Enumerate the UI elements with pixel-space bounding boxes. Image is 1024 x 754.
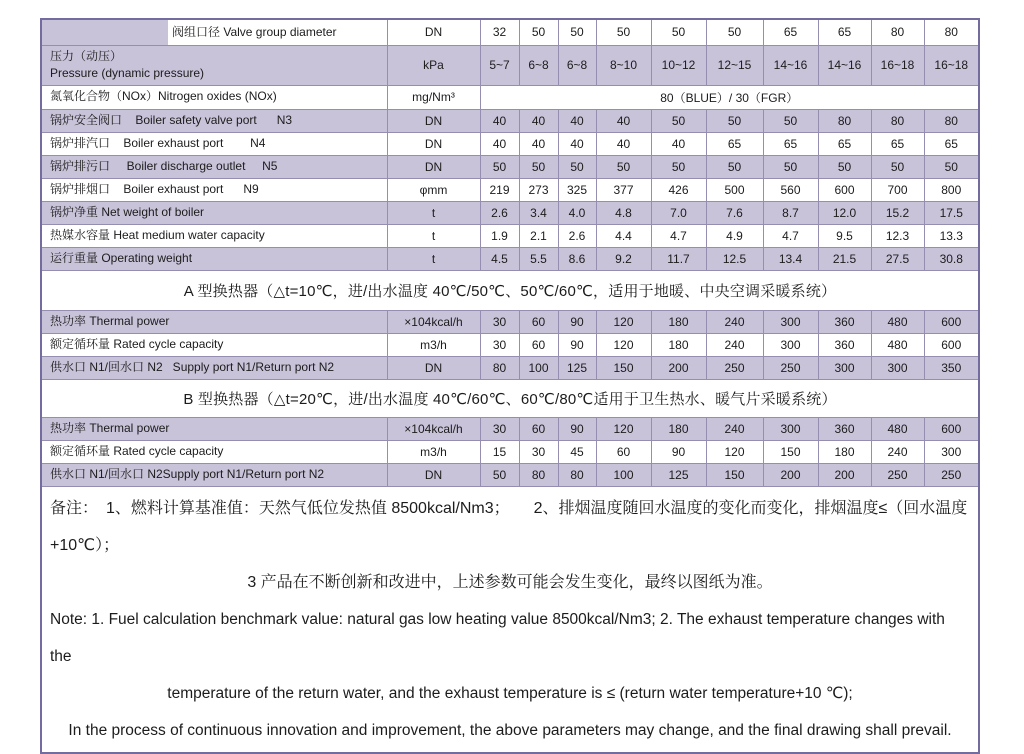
value-cell: 125: [558, 356, 596, 379]
row-label-cell: [41, 45, 387, 85]
value-cell: 600: [924, 417, 979, 440]
value-cell: 30: [480, 310, 519, 333]
value-cell: 30.8: [924, 247, 979, 270]
value-cell: 65: [763, 19, 818, 45]
table-row: [41, 85, 979, 109]
value-cell: 65: [706, 132, 763, 155]
value-cell: 60: [519, 310, 558, 333]
value-cell: 40: [596, 132, 651, 155]
note-line: 3 产品在不断创新和改进中，上述参数可能会发生变化，最终以图纸为准。: [247, 573, 773, 591]
value-cell: 273: [519, 178, 558, 201]
row-label-cell: 锅炉排烟口 Boiler exhaust port N9: [41, 178, 387, 201]
value-cell: 40: [558, 109, 596, 132]
value-cell: 50: [596, 19, 651, 45]
table-row: [41, 356, 979, 379]
value-cell: 40: [519, 109, 558, 132]
value-cell: 600: [924, 310, 979, 333]
row-label-cell: 锅炉安全阀口 Boiler safety valve port N3: [41, 109, 387, 132]
row-unit-cell: ×104kcal/h: [387, 417, 480, 440]
value-cell: 30: [519, 440, 558, 463]
value-cell: 80: [558, 463, 596, 486]
row-unit-cell: DN: [387, 19, 480, 45]
value-cell: 30: [480, 333, 519, 356]
value-cell: 250: [924, 463, 979, 486]
row-unit-cell: t: [387, 247, 480, 270]
value-cell: 200: [651, 356, 706, 379]
value-cell: 240: [706, 417, 763, 440]
value-cell: 17.5: [924, 201, 979, 224]
value-cell: 240: [706, 310, 763, 333]
value-cell: 50: [871, 155, 924, 178]
value-cell: 11.7: [651, 247, 706, 270]
value-cell: 150: [763, 440, 818, 463]
value-cell: 13.3: [924, 224, 979, 247]
value-cell: 80: [924, 109, 979, 132]
value-cell: 360: [818, 417, 871, 440]
value-cell: 15.2: [871, 201, 924, 224]
value-cell: 4.7: [651, 224, 706, 247]
value-cell: 27.5: [871, 247, 924, 270]
value-cell: 50: [706, 155, 763, 178]
value-cell: 325: [558, 178, 596, 201]
value-cell: 40: [558, 132, 596, 155]
value-cell: 32: [480, 19, 519, 45]
row-label-cell: 锅炉排污口 Boiler discharge outlet N5: [41, 155, 387, 178]
value-cell: 13.4: [763, 247, 818, 270]
value-cell: 180: [818, 440, 871, 463]
value-cell: 480: [871, 333, 924, 356]
value-cell: 60: [519, 333, 558, 356]
row-label-cell: 额定循环量 Rated cycle capacity: [41, 440, 387, 463]
value-cell: 50: [651, 109, 706, 132]
section-header: A 型换热器（△t=10℃，进/出水温度 40℃/50℃、50℃/60℃，适用于地暖、中央空调采暖系统）: [41, 270, 979, 310]
row-label-line: Pressure (dynamic pressure): [50, 66, 205, 80]
notes-block: [41, 486, 979, 753]
value-cell: 4.9: [706, 224, 763, 247]
value-cell: 90: [558, 333, 596, 356]
value-cell: 65: [871, 132, 924, 155]
value-cell: 40: [596, 109, 651, 132]
value-cell: 12.3: [871, 224, 924, 247]
table-row: [41, 224, 979, 247]
value-cell: 14~16: [818, 45, 871, 85]
value-cell: 100: [596, 463, 651, 486]
value-cell: 16~18: [924, 45, 979, 85]
table-row: [41, 463, 979, 486]
value-cell: 50: [818, 155, 871, 178]
value-cell: 300: [924, 440, 979, 463]
value-cell: 200: [818, 463, 871, 486]
value-cell: 300: [763, 310, 818, 333]
note-line: 备注： 1、燃料计算基准值：天然气低位发热值 8500kcal/Nm3； 2、排烟温度随回水温度的变化而变化，排烟温度≤（回水温度+10℃）；: [50, 499, 968, 554]
row-label-cell: 锅炉净重 Net weight of boiler: [41, 201, 387, 224]
row-label-line: 压力（动压）: [50, 48, 123, 63]
table-row: [41, 379, 979, 417]
value-cell: 9.5: [818, 224, 871, 247]
value-cell: 9.2: [596, 247, 651, 270]
table-row: [41, 201, 979, 224]
value-cell: 50: [763, 109, 818, 132]
value-cell: 250: [871, 463, 924, 486]
value-cell: 65: [818, 132, 871, 155]
value-cell: 45: [558, 440, 596, 463]
value-cell: 50: [651, 155, 706, 178]
value-cell: 65: [818, 19, 871, 45]
value-cell: 50: [706, 19, 763, 45]
row-unit-cell: t: [387, 201, 480, 224]
row-unit-cell: DN: [387, 132, 480, 155]
value-cell: 180: [651, 310, 706, 333]
row-unit-cell: m3/h: [387, 333, 480, 356]
value-cell: 426: [651, 178, 706, 201]
value-cell: 5.5: [519, 247, 558, 270]
value-cell: 50: [519, 19, 558, 45]
value-cell: 360: [818, 333, 871, 356]
value-cell: 16~18: [871, 45, 924, 85]
row-unit-cell: DN: [387, 155, 480, 178]
value-cell: 4.4: [596, 224, 651, 247]
value-cell: 480: [871, 417, 924, 440]
value-cell: 560: [763, 178, 818, 201]
value-cell: 40: [651, 132, 706, 155]
row-label-cell: 热功率 Thermal power: [41, 417, 387, 440]
value-cell: 250: [706, 356, 763, 379]
value-cell: 8~10: [596, 45, 651, 85]
row-label-cell: 供水口 N1/回水口 N2 Supply port N1/Return port N2: [41, 356, 387, 379]
value-cell: 2.6: [558, 224, 596, 247]
value-cell: 240: [871, 440, 924, 463]
table-row: [41, 310, 979, 333]
table-row: [41, 270, 979, 310]
value-cell: 7.6: [706, 201, 763, 224]
value-cell: 350: [924, 356, 979, 379]
row-unit-cell: t: [387, 224, 480, 247]
value-cell: 120: [596, 310, 651, 333]
value-cell: 80: [871, 109, 924, 132]
note-line: temperature of the return water, and the exhaust temperature is ≤ (return water temperature+10 ℃);: [167, 684, 853, 702]
table-row: [41, 440, 979, 463]
value-cell: 90: [558, 417, 596, 440]
value-cell: 800: [924, 178, 979, 201]
value-cell: 700: [871, 178, 924, 201]
value-cell: 50: [651, 19, 706, 45]
table-row: [41, 247, 979, 270]
value-cell: 8.6: [558, 247, 596, 270]
value-cell: 50: [519, 155, 558, 178]
value-cell: 480: [871, 310, 924, 333]
value-cell: 2.6: [480, 201, 519, 224]
row-span-value: 80（BLUE）/ 30（FGR）: [480, 85, 979, 109]
value-cell: 50: [924, 155, 979, 178]
row-label-cell: 供水口 N1/回水口 N2Supply port N1/Return port N2: [41, 463, 387, 486]
value-cell: 12.5: [706, 247, 763, 270]
row-unit-cell: kPa: [387, 45, 480, 85]
value-cell: 40: [480, 109, 519, 132]
value-cell: 4.8: [596, 201, 651, 224]
value-cell: 80: [924, 19, 979, 45]
note-line: In the process of continuous innovation and improvement, the above parameters may change, and the final drawing shall prevail.: [68, 721, 952, 739]
value-cell: 1.9: [480, 224, 519, 247]
row-unit-cell: φmm: [387, 178, 480, 201]
table-row: [41, 132, 979, 155]
value-cell: 120: [706, 440, 763, 463]
value-cell: 80: [818, 109, 871, 132]
value-cell: 60: [596, 440, 651, 463]
value-cell: 50: [480, 463, 519, 486]
value-cell: 12~15: [706, 45, 763, 85]
table-row: [41, 486, 979, 753]
value-cell: 40: [519, 132, 558, 155]
value-cell: 600: [924, 333, 979, 356]
value-cell: 90: [558, 310, 596, 333]
value-cell: 4.0: [558, 201, 596, 224]
value-cell: 60: [519, 417, 558, 440]
value-cell: 50: [596, 155, 651, 178]
value-cell: 180: [651, 417, 706, 440]
value-cell: 150: [706, 463, 763, 486]
value-cell: 300: [871, 356, 924, 379]
value-cell: 80: [519, 463, 558, 486]
table-row: [41, 19, 979, 45]
value-cell: 2.1: [519, 224, 558, 247]
value-cell: 7.0: [651, 201, 706, 224]
table-row: [41, 45, 979, 85]
row-label-cell: 热媒水容量 Heat medium water capacity: [41, 224, 387, 247]
value-cell: 120: [596, 417, 651, 440]
row-unit-cell: DN: [387, 109, 480, 132]
value-cell: 120: [596, 333, 651, 356]
row-label-cell: 阀组口径 Valve group diameter: [41, 19, 387, 45]
value-cell: 30: [480, 417, 519, 440]
value-cell: 8.7: [763, 201, 818, 224]
value-cell: 50: [480, 155, 519, 178]
value-cell: 240: [706, 333, 763, 356]
note-line: Note: 1. Fuel calculation benchmark value: natural gas low heating value 8500kcal/Nm3; 2. The exhaust temperature changes with the: [50, 610, 950, 665]
value-cell: 21.5: [818, 247, 871, 270]
row-unit-cell: DN: [387, 356, 480, 379]
value-cell: 15: [480, 440, 519, 463]
boiler-spec-table: [40, 18, 980, 754]
value-cell: 65: [924, 132, 979, 155]
row-label-cell: 额定循环量 Rated cycle capacity: [41, 333, 387, 356]
value-cell: 80: [480, 356, 519, 379]
value-cell: 6~8: [558, 45, 596, 85]
value-cell: 300: [763, 417, 818, 440]
value-cell: 50: [558, 19, 596, 45]
row-label-cell: 锅炉排汽口 Boiler exhaust port N4: [41, 132, 387, 155]
value-cell: 250: [763, 356, 818, 379]
table-row: [41, 417, 979, 440]
row-unit-cell: m3/h: [387, 440, 480, 463]
value-cell: 180: [651, 333, 706, 356]
value-cell: 125: [651, 463, 706, 486]
value-cell: 300: [818, 356, 871, 379]
value-cell: 50: [558, 155, 596, 178]
value-cell: 40: [480, 132, 519, 155]
value-cell: 200: [763, 463, 818, 486]
value-cell: 300: [763, 333, 818, 356]
value-cell: 3.4: [519, 201, 558, 224]
value-cell: 377: [596, 178, 651, 201]
value-cell: 5~7: [480, 45, 519, 85]
row-label-cell: 氮氧化合物（NOx）Nitrogen oxides (NOx): [41, 85, 387, 109]
value-cell: 14~16: [763, 45, 818, 85]
value-cell: 50: [706, 109, 763, 132]
row-label-cell: 运行重量 Operating weight: [41, 247, 387, 270]
value-cell: 65: [763, 132, 818, 155]
value-cell: 80: [871, 19, 924, 45]
value-cell: 360: [818, 310, 871, 333]
value-cell: 90: [651, 440, 706, 463]
row-unit-cell: mg/Nm³: [387, 85, 480, 109]
value-cell: 4.7: [763, 224, 818, 247]
value-cell: 500: [706, 178, 763, 201]
section-header: B 型换热器（△t=20℃，进/出水温度 40℃/60℃、60℃/80℃适用于卫生热水、暖气片采暖系统）: [41, 379, 979, 417]
row-label-cell: 热功率 Thermal power: [41, 310, 387, 333]
value-cell: 600: [818, 178, 871, 201]
row-unit-cell: DN: [387, 463, 480, 486]
value-cell: 219: [480, 178, 519, 201]
row-unit-cell: ×104kcal/h: [387, 310, 480, 333]
value-cell: 6~8: [519, 45, 558, 85]
table-row: [41, 178, 979, 201]
table-row: [41, 333, 979, 356]
value-cell: 150: [596, 356, 651, 379]
value-cell: 100: [519, 356, 558, 379]
table-row: [41, 155, 979, 178]
value-cell: 50: [763, 155, 818, 178]
table-row: [41, 109, 979, 132]
value-cell: 10~12: [651, 45, 706, 85]
value-cell: 12.0: [818, 201, 871, 224]
value-cell: 4.5: [480, 247, 519, 270]
